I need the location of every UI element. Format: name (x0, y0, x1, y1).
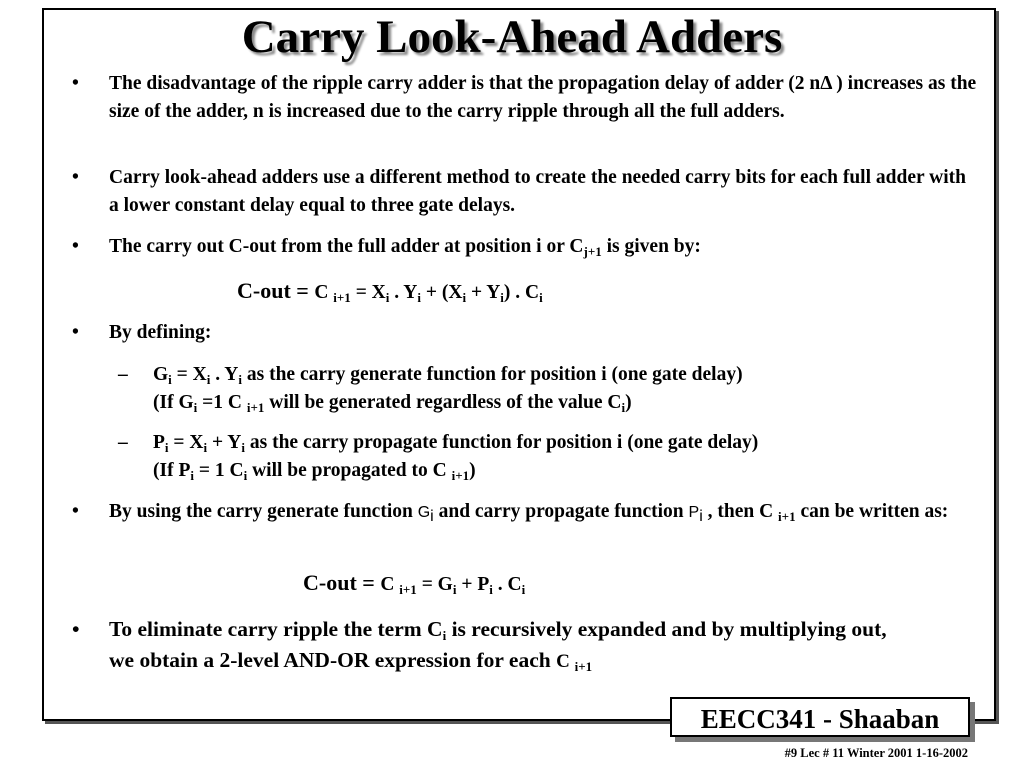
dash-marker: – (118, 364, 128, 385)
delta-symbol: Δ (820, 73, 832, 94)
bullet-2-text: Carry look-ahead adders use a different method to create the needed carry bits for each full adder with a lower constant delay equal to three gate delays. (109, 167, 967, 216)
generate-definition: $G_i = X_i$ . $Y_i$ as the carry generate function for position i (one gate delay) (If $G_i =1$ C $_{i+1}$ will be generated regardless of the value $C_i$) (153, 364, 743, 415)
bullet-marker: • (72, 322, 79, 343)
bullet-5-text: By using the carry generate function $G_i$ and carry propagate function $P_i$ , then C $_{i+1}$ can be written as: (109, 501, 949, 525)
course-badge: EECC341 - Shaaban (670, 697, 970, 737)
bullet-4-text: By defining: (109, 322, 212, 343)
bullet-marker: • (72, 617, 80, 641)
propagate-definition: $P_i = X_i + Y_i$ as the carry propagate function for position i (one gate delay) (If $P_i = 1$ $C_i$ will be propagated to C $_{i+1}$) (153, 432, 759, 483)
bullet-1-text: The disadvantage of the ripple carry adder is that the propagation delay of adder (2 nΔ ) increases as the size of the adder, n is increased due to the carry ripple through all the full adders. (109, 73, 977, 122)
slide-title: Carry Look-Ahead Adders (241, 11, 783, 63)
carry-out-equation: C-out = C $_{i+1} = X_i$ . $Y_i + (X_i + Y_i)$ . $C_i$ (237, 278, 543, 305)
dash-marker: – (118, 432, 128, 453)
bullet-marker: • (72, 73, 79, 94)
bullet-marker: • (72, 167, 79, 188)
bullet-marker: • (72, 236, 79, 257)
bullet-6-text: To eliminate carry ripple the term $C_i$ is recursively expanded and by multiplying out, we obtain a 2-level AND-OR expression for each C $_{i+1}$ (109, 617, 887, 674)
carry-out-gp-equation: C-out = C $_{i+1} = G_i + P_i$ . $C_i$ (303, 570, 526, 597)
slide-footer: #9 Lec # 11 Winter 2001 1-16-2002 (784, 746, 968, 760)
bullet-3-text: The carry out C-out from the full adder at position i or $C_{j+1}$ is given by: (109, 236, 701, 259)
bullet-marker: • (72, 501, 79, 522)
